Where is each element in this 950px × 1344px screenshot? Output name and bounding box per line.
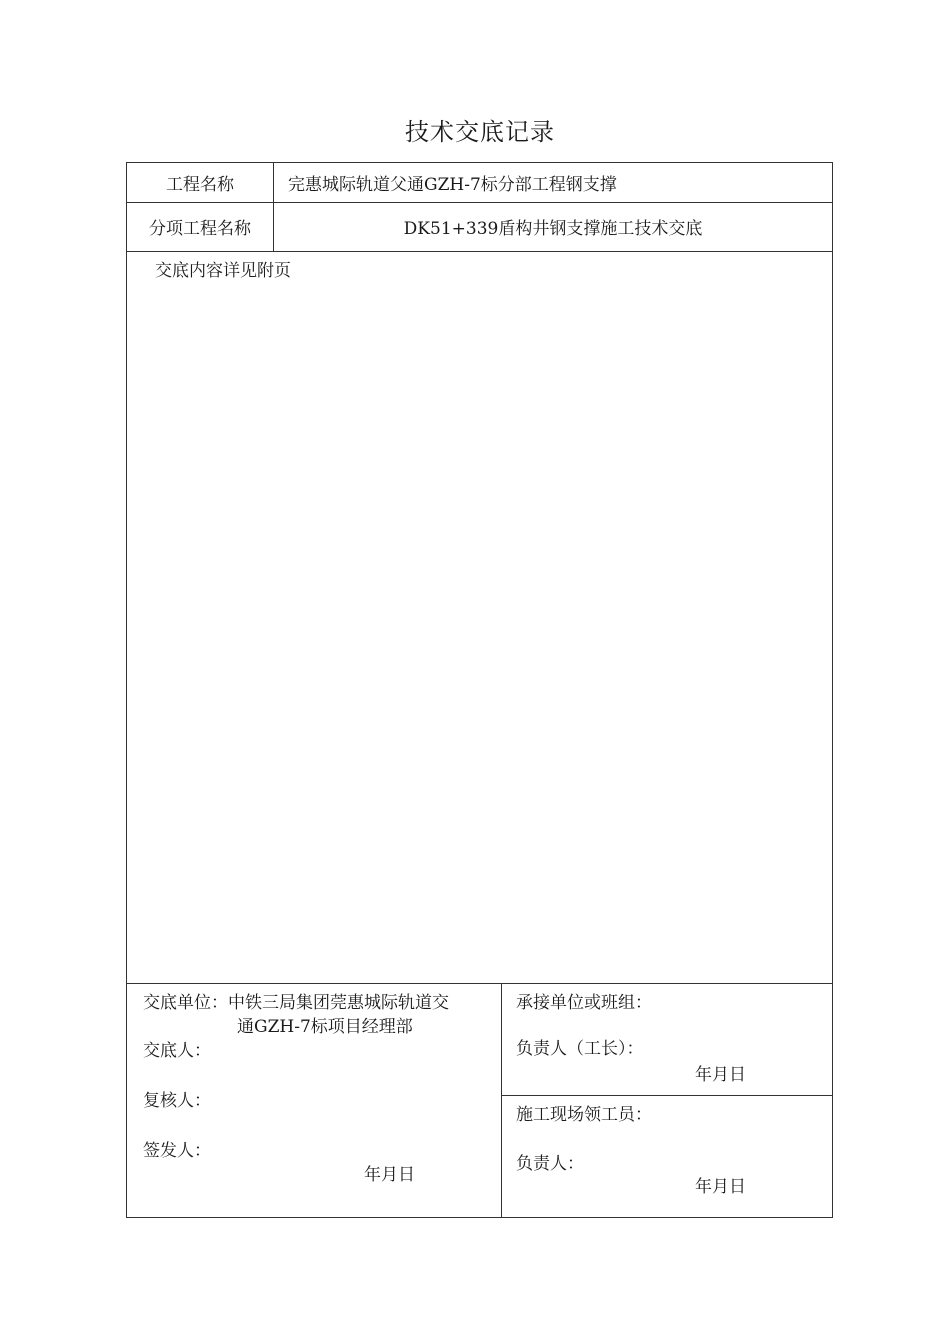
discloser-label: 交底人： (143, 1041, 211, 1061)
project-name-label: 工程名称 (127, 163, 274, 202)
subproject-row (127, 202, 832, 252)
receiving-unit-cell (502, 984, 832, 1096)
receiving-party-block (502, 984, 832, 1217)
subproject-label: 分项工程名称 (127, 202, 274, 251)
left-date: 年月日 (364, 1165, 415, 1185)
project-name-value: 完惠城际轨道父通GZH-7标分部工程钢支撑 (288, 175, 617, 195)
site-responsible-label: 负责人： (516, 1154, 584, 1174)
issuer-label: 签发人： (143, 1141, 211, 1161)
site-leader-label: 施工现场领工员： (516, 1105, 652, 1125)
document-title: 技术交底记录 (405, 118, 555, 146)
receiving-date: 年月日 (695, 1065, 746, 1085)
issuing-unit-line2: 通GZH-7标项目经理部 (237, 1017, 413, 1037)
project-name-row (127, 163, 832, 203)
subproject-value: DK51+339盾构井钢支撑施工技术交底 (403, 219, 703, 239)
signature-section (127, 984, 832, 1217)
content-note: 交底内容详见附页 (155, 261, 291, 281)
foreman-label: 负责人（工长）： (516, 1039, 644, 1059)
receiving-unit-label: 承接单位或班组： (516, 993, 652, 1013)
issuing-unit-line1: 交底单位：中铁三局集团莞惠城际轨道交 (143, 993, 449, 1013)
site-leader-cell (502, 1096, 832, 1217)
site-date: 年月日 (695, 1177, 746, 1197)
content-area (127, 252, 832, 984)
reviewer-label: 复核人： (143, 1091, 211, 1111)
disclosure-form (126, 162, 833, 1218)
issuing-party-block (127, 984, 502, 1217)
